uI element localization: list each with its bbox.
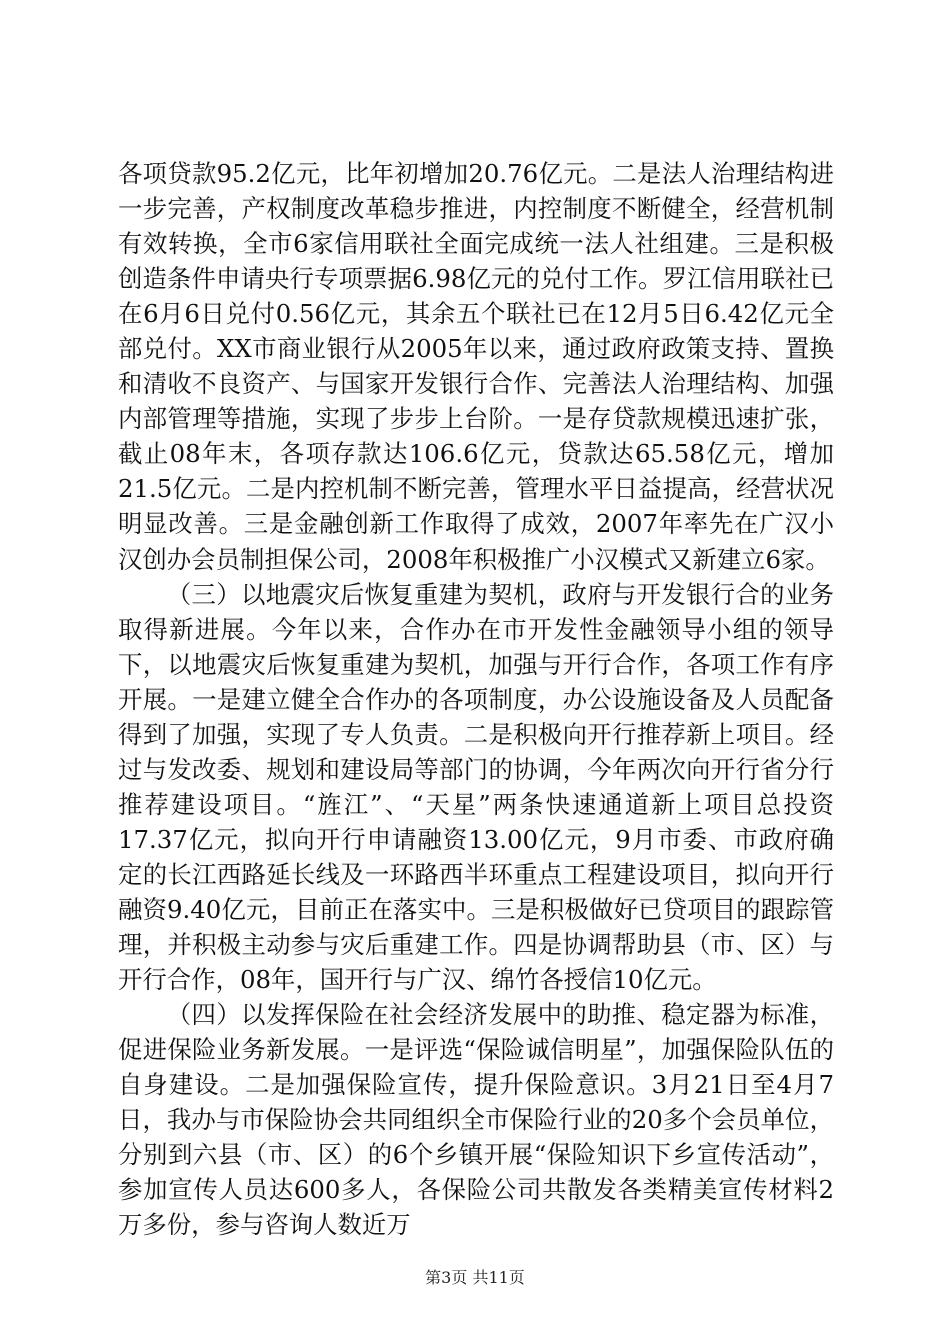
paragraph-2: （三）以地震灾后恢复重建为契机，政府与开发银行合的业务取得新进展。今年以来，合作办在市开发性金融领导小组的领导下，以地震灾后恢复重建为契机，加强与开行合作，各项工作有序开展。一是建立健全合作办的各项制度，办公设施设备及人员配备得到了加强，实现了专人负责。二是积极向开行推荐新上项目。经过与发改委、规划和建设局等部门的协调，今年两次向开行省分行推荐建设项目。“旌江”、“天星”两条快速通道新上项目总投资17.37亿元，拟向开行申请融资13.00亿元，9月市委、市政府确定的长江西路延长线及一环路西半环重点工程建设项目，拟向开行融资9.40亿元，目前正在落实中。三是积极做好已贷项目的跟踪管理，并积极主动参与灾后重建工作。四是协调帮助县（市、区）与开行合作，08年，国开行与广汉、绵竹各授信10亿元。 [118, 579, 834, 995]
paragraph-1: 各项贷款95.2亿元，比年初增加20.76亿元。二是法人治理结构进一步完善，产权制度改革稳步推进，内控制度不断健全，经营机制有效转换，全市6家信用联社全面完成统一法人社组建。三是积极创造条件申请央行专项票据6.98亿元的兑付工作。罗江信用联社已在6月6日兑付0.56亿元，其余五个联社已在12月5日6.42亿元全部兑付。XX市商业银行从2005年以来，通过政府政策支持、置换和清收不良资产、与国家开发银行合作、完善法人治理结构、加强内部管理等措施，实现了步步上台阶。一是存贷款规模迅速扩张，截止08年末，各项存款达106.6亿元，贷款达65.58亿元，增加21.5亿元。二是内控机制不断完善，管理水平日益提高，经营状况明显改善。三是金融创新工作取得了成效，2007年率先在广汉小汉创办会员制担保公司，2008年积极推广小汉模式又新建立6家。 [118, 159, 834, 574]
paragraph-3: （四）以发挥保险在社会经济发展中的助推、稳定器为标准，促进保险业务新发展。一是评选“保险诚信明星”，加强保险队伍的自身建设。二是加强保险宣传，提升保险意识。3月21日至4月7日，我办与市保险协会共同组织全市保险行业的20多个会员单位，分别到六县（市、区）的6个乡镇开展“保险知识下乡宣传活动”，参加宣传人员达600多人，各保险公司共散发各类精美宣传材料2万多份，参与咨询人数近万 [118, 1000, 834, 1240]
document-body [118, 156, 834, 1242]
page-footer: 第3页 共11页 [425, 1268, 525, 1287]
